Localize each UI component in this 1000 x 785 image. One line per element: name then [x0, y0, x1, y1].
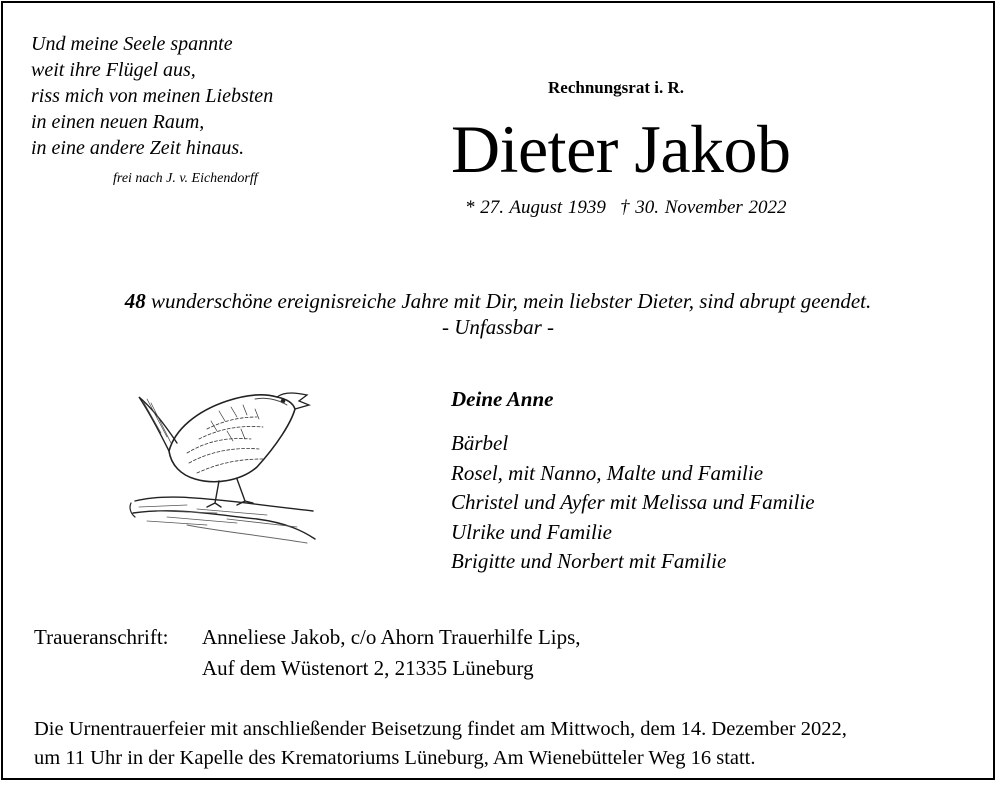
address-label: Traueranschrift:	[34, 625, 169, 649]
poem	[31, 31, 273, 161]
address-line-2: Auf dem Wüstenort 2, 21335 Lüneburg	[202, 656, 534, 680]
poem-attribution: frei nach J. v. Eichendorff	[113, 171, 258, 186]
family-member: Brigitte und Norbert mit Familie	[451, 549, 727, 573]
birth-date: * 27. August 1939	[465, 197, 606, 218]
tribute-text	[3, 287, 993, 315]
family-member: Bärbel	[451, 431, 509, 455]
family-member: Ulrike und Familie	[451, 519, 612, 544]
obituary-card	[1, 1, 995, 780]
address-line-1: Anneliese Jakob, c/o Ahorn Trauerhilfe Lips,	[202, 625, 581, 649]
deceased-title: Rechnungsrat i. R.	[548, 78, 685, 97]
ceremony-line: Die Urnentrauerfeier mit anschließender Beisetzung findet am Mittwoch, dem 14. Dezember 2022,	[34, 718, 847, 740]
poem-line: Und meine Seele spannte	[31, 33, 233, 55]
tribute-exclamation: - Unfassbar -	[441, 315, 554, 339]
life-dates	[465, 197, 787, 219]
wren-bird-icon	[127, 381, 317, 561]
tribute-sentence: wunderschöne ereignisreiche Jahre mit Dir, mein liebster Dieter, sind abrupt geendet.	[145, 289, 872, 313]
poem-line: weit ihre Flügel aus,	[31, 59, 196, 81]
family-member: Christel und Ayfer mit Melissa und Familie	[451, 490, 815, 514]
ceremony-notice	[34, 715, 847, 773]
ceremony-line: um 11 Uhr in der Kapelle des Krematoriums Lüneburg, Am Wienebütteler Weg 16 statt.	[34, 747, 756, 769]
spouse-signature: Deine Anne	[451, 387, 554, 411]
death-date: † 30. November 2022	[619, 197, 787, 218]
poem-line: riss mich von meinen Liebsten	[31, 85, 274, 107]
tribute-years: 48	[124, 289, 146, 313]
poem-line: in eine andere Zeit hinaus.	[31, 137, 245, 159]
deceased-name: Dieter Jakob	[451, 111, 791, 187]
family-member: Rosel, mit Nanno, Malte und Familie	[451, 460, 764, 485]
poem-line: in einen neuen Raum,	[31, 111, 205, 133]
family-list	[451, 429, 815, 577]
